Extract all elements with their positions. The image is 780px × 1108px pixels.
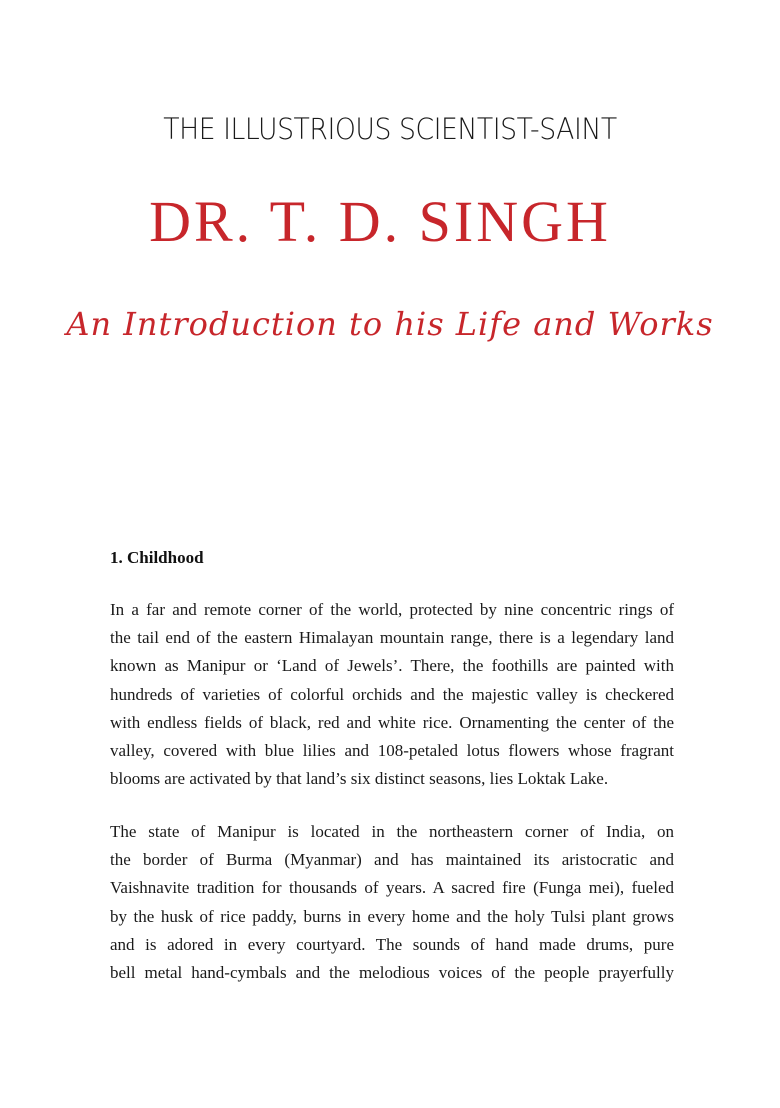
book-subtitle: An Introduction to his Life and Works — [66, 305, 714, 343]
text-line: by the husk of rice paddy, burns in every home and the holy Tulsi plant grows — [110, 906, 674, 926]
paragraph-2 — [110, 818, 674, 987]
text-line: the border of Burma (Myanmar) and has maintained its aristocratic and — [110, 850, 674, 870]
book-title: DR. T. D. SINGH — [149, 189, 611, 254]
text-line: blooms are activated by that land’s six distinct seasons, lies Loktak Lake. — [110, 769, 609, 789]
paragraph-1 — [110, 596, 674, 793]
text-line: known as Manipur or ‘Land of Jewels’. There, the foothills are painted with — [110, 656, 674, 676]
pretitle: THE ILLUSTRIOUS SCIENTIST-SAINT — [163, 112, 617, 146]
text-line: Vaishnavite tradition for thousands of years. A sacred fire (Funga mei), fueled — [110, 878, 674, 898]
text-line: with endless fields of black, red and white rice. Ornamenting the center of the — [110, 712, 674, 732]
text-line: hundreds of varieties of colorful orchids and the majestic valley is checkered — [110, 684, 674, 704]
text-line: bell metal hand-cymbals and the melodious voices of the people prayerfully — [110, 962, 674, 982]
text-line: and is adored in every courtyard. The sounds of hand made drums, pure — [110, 934, 674, 954]
text-line: valley, covered with blue lilies and 108-petaled lotus flowers whose fragrant — [110, 740, 674, 760]
text-line: The state of Manipur is located in the northeastern corner of India, on — [110, 822, 674, 841]
text-line: the tail end of the eastern Himalayan mountain range, there is a legendary land — [110, 628, 674, 648]
text-line: In a far and remote corner of the world, protected by nine concentric rings of — [110, 600, 674, 619]
section-heading: 1. Childhood — [110, 548, 204, 567]
